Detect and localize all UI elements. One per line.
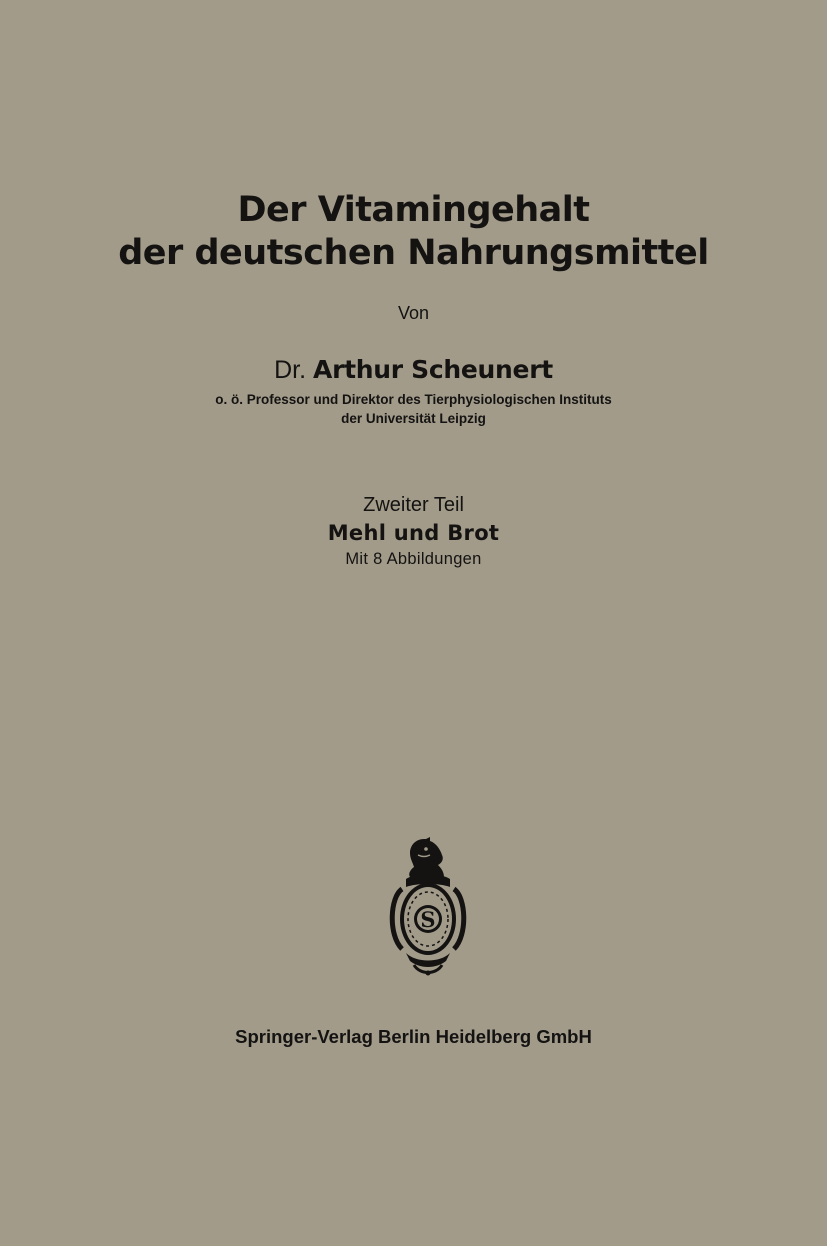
author-line <box>0 355 827 385</box>
affiliation-line-1: o. ö. Professor und Direktor des Tierphysiologischen Instituts <box>215 392 612 407</box>
title-line-1: Der Vitamingehalt <box>237 190 590 230</box>
author-prefix: Dr. <box>274 356 307 384</box>
author-name: Arthur Scheunert <box>313 355 553 384</box>
by-label: Von <box>397 303 430 323</box>
illustrations-note: Mit 8 Abbildungen <box>345 550 482 568</box>
springer-knight-logo-icon <box>380 835 476 977</box>
title-line-2: der deutschen Nahrungsmittel <box>118 233 709 273</box>
publisher: Springer-Verlag Berlin Heidelberg GmbH <box>235 1026 592 1047</box>
logo-emblem-letter: S <box>420 907 436 932</box>
subtitle: Mehl und Brot <box>327 521 500 545</box>
part-label: Zweiter Teil <box>363 494 464 516</box>
affiliation-line-2: der Universität Leipzig <box>341 411 486 426</box>
